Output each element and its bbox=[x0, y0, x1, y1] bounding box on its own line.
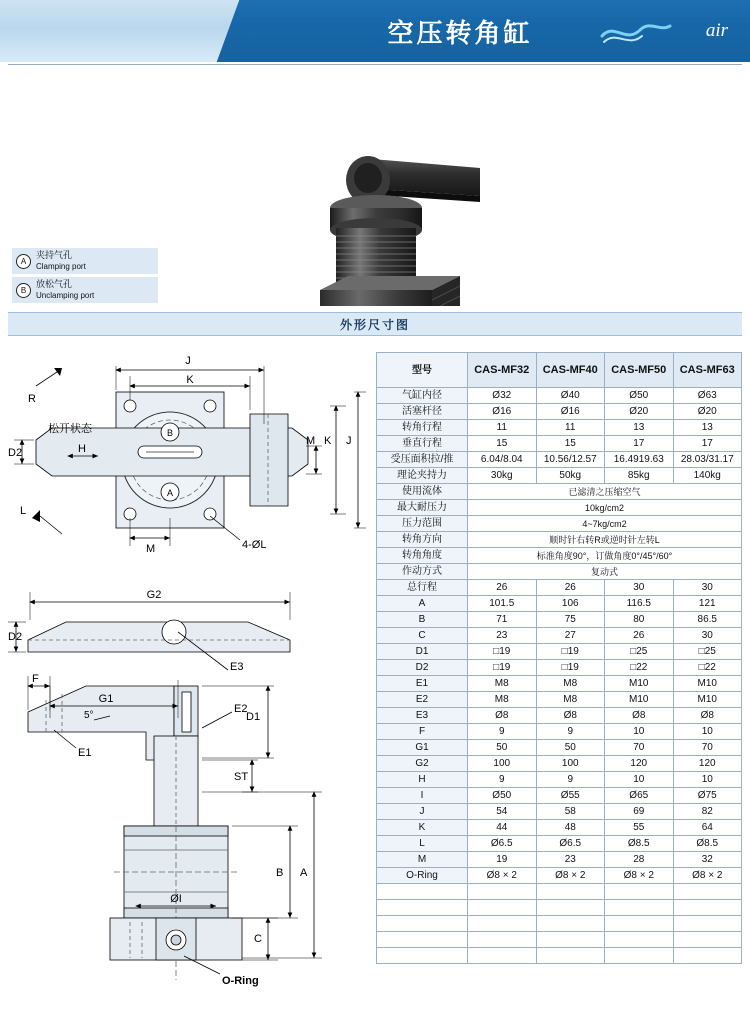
row-value: 13 bbox=[673, 420, 742, 436]
svg-text:A: A bbox=[166, 488, 174, 498]
row-value: 9 bbox=[536, 772, 605, 788]
row-value: 10 bbox=[673, 772, 742, 788]
row-value: □19 bbox=[468, 644, 537, 660]
row-value: 10 bbox=[605, 772, 674, 788]
row-label: E1 bbox=[377, 676, 468, 692]
row-value: 70 bbox=[605, 740, 674, 756]
svg-text:G2: G2 bbox=[146, 589, 162, 601]
legend-mark-b: B bbox=[16, 283, 31, 298]
header-cell-mf63: CAS-MF63 bbox=[673, 353, 742, 388]
row-value: 17 bbox=[605, 436, 674, 452]
table-row bbox=[377, 452, 742, 468]
row-value: 140kg bbox=[673, 468, 742, 484]
row-label: 总行程 bbox=[377, 580, 468, 596]
svg-text:ØI: ØI bbox=[170, 893, 182, 905]
empty-cell bbox=[468, 932, 537, 948]
empty-cell bbox=[536, 900, 605, 916]
svg-text:松开状态: 松开状态 bbox=[48, 423, 92, 435]
row-label: B bbox=[377, 612, 468, 628]
row-value: 50 bbox=[468, 740, 537, 756]
row-value: □22 bbox=[605, 660, 674, 676]
port-legend bbox=[12, 248, 158, 306]
row-value: 55 bbox=[605, 820, 674, 836]
row-label: O-Ring bbox=[377, 868, 468, 884]
legend-a-en: Clamping port bbox=[36, 262, 86, 271]
empty-cell bbox=[468, 900, 537, 916]
row-value-span: 标准角度90°，订做角度0°/45°/60° bbox=[468, 548, 742, 564]
svg-text:O-Ring: O-Ring bbox=[222, 975, 259, 987]
row-value: Ø8 bbox=[468, 708, 537, 724]
row-label: E3 bbox=[377, 708, 468, 724]
row-label: 压力范围 bbox=[377, 516, 468, 532]
empty-cell bbox=[605, 884, 674, 900]
table-row bbox=[377, 868, 742, 884]
row-value: 120 bbox=[605, 756, 674, 772]
table-row bbox=[377, 516, 742, 532]
row-value: 80 bbox=[605, 612, 674, 628]
table-row-empty bbox=[377, 900, 742, 916]
row-value: Ø8.5 bbox=[605, 836, 674, 852]
row-value: Ø32 bbox=[468, 388, 537, 404]
drawing-svg bbox=[6, 340, 374, 1020]
row-value: 32 bbox=[673, 852, 742, 868]
row-value: 28.03/31.17 bbox=[673, 452, 742, 468]
row-value: 85kg bbox=[605, 468, 674, 484]
row-label: 理论夹持力 bbox=[377, 468, 468, 484]
row-value: Ø8 bbox=[673, 708, 742, 724]
empty-cell bbox=[468, 884, 537, 900]
row-value: 11 bbox=[468, 420, 537, 436]
row-value: 11 bbox=[536, 420, 605, 436]
row-value: Ø50 bbox=[605, 388, 674, 404]
table-row bbox=[377, 420, 742, 436]
row-value: 50kg bbox=[536, 468, 605, 484]
row-label: D2 bbox=[377, 660, 468, 676]
row-value: 86.5 bbox=[673, 612, 742, 628]
row-value: 19 bbox=[468, 852, 537, 868]
svg-text:D2: D2 bbox=[8, 631, 23, 643]
svg-text:R: R bbox=[28, 393, 36, 405]
svg-text:H: H bbox=[78, 443, 86, 455]
row-value: 15 bbox=[536, 436, 605, 452]
empty-cell bbox=[605, 948, 674, 964]
empty-cell bbox=[605, 932, 674, 948]
row-label: M bbox=[377, 852, 468, 868]
row-value: Ø20 bbox=[673, 404, 742, 420]
row-value: Ø16 bbox=[536, 404, 605, 420]
row-value: 100 bbox=[536, 756, 605, 772]
row-label: 受压面积拉/推 bbox=[377, 452, 468, 468]
row-value: Ø6.5 bbox=[536, 836, 605, 852]
empty-cell bbox=[377, 948, 468, 964]
row-value: Ø40 bbox=[536, 388, 605, 404]
table-row bbox=[377, 500, 742, 516]
row-value: 26 bbox=[605, 628, 674, 644]
row-value: 48 bbox=[536, 820, 605, 836]
table-row bbox=[377, 756, 742, 772]
table-row bbox=[377, 612, 742, 628]
table-row bbox=[377, 836, 742, 852]
row-value: 9 bbox=[468, 772, 537, 788]
row-label: D1 bbox=[377, 644, 468, 660]
header-cell-mf50: CAS-MF50 bbox=[605, 353, 674, 388]
svg-text:E2: E2 bbox=[234, 703, 248, 715]
table-row bbox=[377, 724, 742, 740]
section-title-bar: 外形尺寸图 bbox=[8, 312, 742, 336]
row-value: Ø63 bbox=[673, 388, 742, 404]
row-value: □25 bbox=[605, 644, 674, 660]
header-cell-model: 型号 bbox=[377, 353, 468, 388]
row-label: F bbox=[377, 724, 468, 740]
legend-item bbox=[12, 277, 158, 303]
row-value: Ø16 bbox=[468, 404, 537, 420]
row-value: 120 bbox=[673, 756, 742, 772]
table-row bbox=[377, 388, 742, 404]
empty-cell bbox=[673, 884, 742, 900]
header-cell-mf32: CAS-MF32 bbox=[468, 353, 537, 388]
row-value: Ø65 bbox=[605, 788, 674, 804]
row-value: Ø75 bbox=[673, 788, 742, 804]
svg-text:F: F bbox=[32, 673, 39, 685]
legend-a-cn: 夹持气孔 bbox=[36, 250, 73, 260]
row-value: 82 bbox=[673, 804, 742, 820]
header-cell-mf40: CAS-MF40 bbox=[536, 353, 605, 388]
table-row bbox=[377, 820, 742, 836]
spec-table bbox=[376, 352, 742, 964]
row-value: 100 bbox=[468, 756, 537, 772]
empty-cell bbox=[536, 916, 605, 932]
row-value: M10 bbox=[673, 692, 742, 708]
empty-cell bbox=[468, 916, 537, 932]
row-value: Ø20 bbox=[605, 404, 674, 420]
row-label: 转角角度 bbox=[377, 548, 468, 564]
row-value: Ø8 bbox=[605, 708, 674, 724]
row-value-span: 10kg/cm2 bbox=[468, 500, 742, 516]
row-label: 作动方式 bbox=[377, 564, 468, 580]
row-value: Ø8 × 2 bbox=[605, 868, 674, 884]
row-label: 活塞杆径 bbox=[377, 404, 468, 420]
empty-cell bbox=[377, 916, 468, 932]
row-label: G1 bbox=[377, 740, 468, 756]
row-label: K bbox=[377, 820, 468, 836]
row-value: 30 bbox=[673, 580, 742, 596]
row-value: 13 bbox=[605, 420, 674, 436]
row-value: M10 bbox=[605, 692, 674, 708]
row-value: 9 bbox=[468, 724, 537, 740]
svg-text:G1: G1 bbox=[98, 693, 114, 705]
row-value: 10.56/12.57 bbox=[536, 452, 605, 468]
table-row bbox=[377, 468, 742, 484]
row-value: 16.4919.63 bbox=[605, 452, 674, 468]
legend-mark-a: A bbox=[16, 254, 31, 269]
row-value: M8 bbox=[468, 692, 537, 708]
svg-text:B: B bbox=[276, 867, 284, 879]
row-value: Ø8 × 2 bbox=[673, 868, 742, 884]
table-row bbox=[377, 740, 742, 756]
row-label: I bbox=[377, 788, 468, 804]
svg-text:E3: E3 bbox=[230, 661, 244, 673]
row-value: 106 bbox=[536, 596, 605, 612]
row-label: L bbox=[377, 836, 468, 852]
row-value: 26 bbox=[536, 580, 605, 596]
row-label: 使用流体 bbox=[377, 484, 468, 500]
row-label: H bbox=[377, 772, 468, 788]
row-label: E2 bbox=[377, 692, 468, 708]
row-value: Ø8 × 2 bbox=[536, 868, 605, 884]
empty-cell bbox=[605, 900, 674, 916]
row-value: Ø8 bbox=[536, 708, 605, 724]
row-value: 44 bbox=[468, 820, 537, 836]
row-value: 101.5 bbox=[468, 596, 537, 612]
svg-text:ST: ST bbox=[234, 771, 249, 783]
header-divider bbox=[8, 64, 742, 65]
row-value: 30 bbox=[605, 580, 674, 596]
row-value: M10 bbox=[605, 676, 674, 692]
empty-cell bbox=[673, 932, 742, 948]
table-row-empty bbox=[377, 948, 742, 964]
row-value: 9 bbox=[536, 724, 605, 740]
empty-cell bbox=[536, 948, 605, 964]
empty-cell bbox=[536, 884, 605, 900]
row-value-span: 复动式 bbox=[468, 564, 742, 580]
row-value: Ø8.5 bbox=[673, 836, 742, 852]
row-value-span: 顺时针右转R或逆时针左转L bbox=[468, 532, 742, 548]
table-row-empty bbox=[377, 932, 742, 948]
row-value: 6.04/8.04 bbox=[468, 452, 537, 468]
row-value: □19 bbox=[468, 660, 537, 676]
row-value: 23 bbox=[468, 628, 537, 644]
legend-b-en: Unclamping port bbox=[36, 291, 95, 300]
row-value: 64 bbox=[673, 820, 742, 836]
row-value: 10 bbox=[605, 724, 674, 740]
page-title: 空压转角缸 bbox=[387, 17, 533, 48]
svg-text:K: K bbox=[186, 374, 194, 386]
row-label: 垂直行程 bbox=[377, 436, 468, 452]
row-value: □19 bbox=[536, 660, 605, 676]
empty-cell bbox=[377, 900, 468, 916]
row-value: 17 bbox=[673, 436, 742, 452]
row-value: 116.5 bbox=[605, 596, 674, 612]
empty-cell bbox=[468, 948, 537, 964]
empty-cell bbox=[673, 916, 742, 932]
row-label: 最大耐压力 bbox=[377, 500, 468, 516]
row-value: Ø55 bbox=[536, 788, 605, 804]
row-label: J bbox=[377, 804, 468, 820]
svg-text:J: J bbox=[346, 435, 352, 447]
row-value: 71 bbox=[468, 612, 537, 628]
row-value: M8 bbox=[468, 676, 537, 692]
row-value: □22 bbox=[673, 660, 742, 676]
row-value: Ø8 × 2 bbox=[468, 868, 537, 884]
table-row bbox=[377, 660, 742, 676]
table-row bbox=[377, 708, 742, 724]
svg-text:B: B bbox=[166, 428, 174, 438]
legend-item bbox=[12, 248, 158, 274]
svg-text:D1: D1 bbox=[246, 711, 261, 723]
table-row bbox=[377, 788, 742, 804]
row-value: 50 bbox=[536, 740, 605, 756]
table-row bbox=[377, 564, 742, 580]
table-row bbox=[377, 548, 742, 564]
row-value: 30kg bbox=[468, 468, 537, 484]
svg-text:4-ØL: 4-ØL bbox=[242, 539, 267, 551]
row-value: 23 bbox=[536, 852, 605, 868]
row-value: M10 bbox=[673, 676, 742, 692]
row-value: M8 bbox=[536, 676, 605, 692]
table-row bbox=[377, 628, 742, 644]
page-header bbox=[0, 0, 750, 62]
table-row bbox=[377, 772, 742, 788]
row-value: M8 bbox=[536, 692, 605, 708]
empty-cell bbox=[377, 884, 468, 900]
table-header-row bbox=[377, 353, 742, 388]
row-value-span: 4~7kg/cm2 bbox=[468, 516, 742, 532]
empty-cell bbox=[605, 916, 674, 932]
row-value: 70 bbox=[673, 740, 742, 756]
row-label: 转角方向 bbox=[377, 532, 468, 548]
table-row bbox=[377, 852, 742, 868]
table-row bbox=[377, 436, 742, 452]
svg-text:C: C bbox=[254, 933, 262, 945]
row-label: G2 bbox=[377, 756, 468, 772]
row-value: 69 bbox=[605, 804, 674, 820]
svg-text:5°: 5° bbox=[84, 710, 94, 721]
row-value: Ø50 bbox=[468, 788, 537, 804]
row-value: 58 bbox=[536, 804, 605, 820]
svg-text:L: L bbox=[20, 505, 27, 517]
air-label: air bbox=[705, 20, 728, 41]
empty-cell bbox=[377, 932, 468, 948]
table-row bbox=[377, 532, 742, 548]
row-value-span: 已滤清之压缩空气 bbox=[468, 484, 742, 500]
legend-b-cn: 放松气孔 bbox=[36, 279, 73, 289]
svg-text:M: M bbox=[146, 543, 156, 555]
row-value: 75 bbox=[536, 612, 605, 628]
svg-text:A: A bbox=[300, 867, 308, 879]
svg-text:E1: E1 bbox=[78, 747, 92, 759]
table-row bbox=[377, 804, 742, 820]
table-row bbox=[377, 404, 742, 420]
row-value: 10 bbox=[673, 724, 742, 740]
row-value: 28 bbox=[605, 852, 674, 868]
table-row bbox=[377, 692, 742, 708]
row-value: 121 bbox=[673, 596, 742, 612]
table-row bbox=[377, 484, 742, 500]
row-value: 15 bbox=[468, 436, 537, 452]
row-value: 54 bbox=[468, 804, 537, 820]
svg-text:D2: D2 bbox=[8, 447, 23, 459]
row-value: □25 bbox=[673, 644, 742, 660]
row-label: 转角行程 bbox=[377, 420, 468, 436]
svg-text:J: J bbox=[185, 355, 191, 367]
table-row-empty bbox=[377, 884, 742, 900]
table-row bbox=[377, 596, 742, 612]
row-value: 30 bbox=[673, 628, 742, 644]
row-label: A bbox=[377, 596, 468, 612]
table-row bbox=[377, 676, 742, 692]
spec-table-wrap bbox=[376, 352, 742, 964]
row-value: 26 bbox=[468, 580, 537, 596]
row-label: C bbox=[377, 628, 468, 644]
table-row bbox=[377, 644, 742, 660]
svg-text:K: K bbox=[324, 435, 332, 447]
empty-cell bbox=[673, 948, 742, 964]
row-value: □19 bbox=[536, 644, 605, 660]
svg-text:M: M bbox=[306, 435, 316, 447]
dimension-drawings bbox=[6, 340, 374, 1020]
empty-cell bbox=[536, 932, 605, 948]
table-row-empty bbox=[377, 916, 742, 932]
empty-cell bbox=[673, 900, 742, 916]
row-value: 27 bbox=[536, 628, 605, 644]
row-value: Ø6.5 bbox=[468, 836, 537, 852]
table-row bbox=[377, 580, 742, 596]
row-label: 气缸内径 bbox=[377, 388, 468, 404]
